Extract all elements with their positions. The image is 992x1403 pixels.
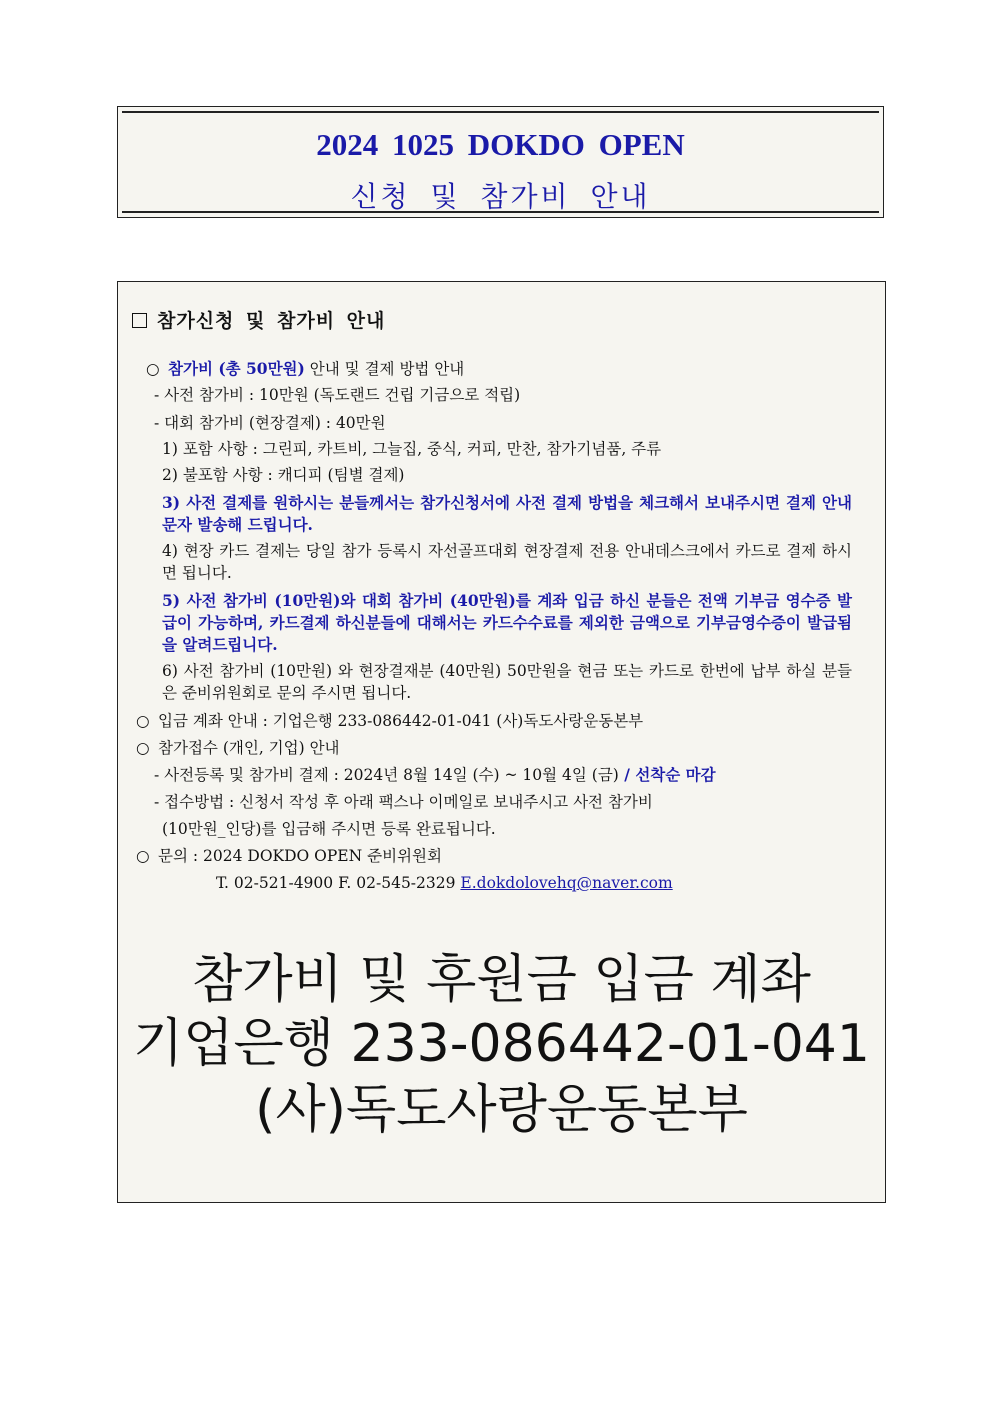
circle-bullet-icon: ○ bbox=[136, 739, 150, 757]
registration-separator: / bbox=[618, 765, 636, 784]
registration-text: - 사전등록 및 참가비 결제 : 2024년 8월 14일 (수) ~ 10월 4일 (금) bbox=[154, 766, 619, 784]
title-box bbox=[117, 106, 884, 218]
page-subtitle: 신청 및 참가비 안내 bbox=[350, 180, 651, 213]
fee-total-label: 참가비 (총 50만원) bbox=[168, 359, 305, 378]
included-items: 1) 포함 사항 : 그린피, 카트비, 그늘집, 중식, 커피, 만찬, 참가기념품, 주류 bbox=[162, 440, 662, 458]
fee-intro bbox=[146, 358, 464, 380]
contact-line bbox=[216, 872, 673, 894]
circle-bullet-icon: ○ bbox=[146, 360, 160, 378]
inquiry bbox=[136, 845, 442, 867]
donation-receipt-note: 5) 사전 참가비 (10만원)와 대회 참가비 (40만원)를 계좌 입금 하신 분들은 전액 기부금 영수증 발급이 가능하며, 카드결제 하신분들에 대해서는 카드수수료를 제외한 금액으로 기부금영수증이 발급됨을 알려드립니다. bbox=[162, 591, 852, 654]
method-line-1: - 접수방법 : 신청서 작성 후 아래 팩스나 이메일로 보내주시고 사전 참가비 bbox=[154, 793, 653, 811]
excluded-items: 2) 불포함 사항 : 캐디피 (팀별 결제) bbox=[162, 466, 405, 484]
account-info-text: 입금 계좌 안내 : 기업은행 233-086442-01-041 (사)독도사랑운동본부 bbox=[158, 712, 644, 730]
email-link[interactable]: E.dokdolovehq@naver.com bbox=[460, 874, 673, 892]
registration-period bbox=[154, 764, 716, 786]
square-bullet-icon bbox=[132, 313, 147, 328]
method-line-2: (10만원_인당)를 입금해 주시면 등록 완료됩니다. bbox=[162, 820, 496, 838]
banner-account-holder: (사)독도사랑운동본부 bbox=[255, 1080, 748, 1140]
prepay-note: 3) 사전 결제를 원하시는 분들께서는 참가신청서에 사전 결제 방법을 체크해서 보내주시면 결제 안내 문자 발송해 드립니다. bbox=[162, 493, 852, 534]
event-fee-line: - 대회 참가비 (현장결제) : 40만원 bbox=[154, 414, 386, 432]
banner-account-number: 기업은행 233-086442-01-041 bbox=[133, 1014, 870, 1074]
notice-box bbox=[117, 281, 886, 1203]
first-come-note: 선착순 마감 bbox=[635, 765, 716, 784]
fee-intro-text: 안내 및 결제 방법 안내 bbox=[304, 360, 465, 378]
reception-info bbox=[136, 737, 340, 759]
reception-text: 참가접수 (개인, 기업) 안내 bbox=[158, 739, 340, 757]
inquiry-text: 문의 : 2024 DOKDO OPEN 준비위원회 bbox=[158, 847, 442, 865]
phone-fax: T. 02-521-4900 F. 02-545-2329 bbox=[216, 874, 461, 892]
circle-bullet-icon: ○ bbox=[136, 712, 150, 730]
page-title: 2024 1025 DOKDO OPEN bbox=[316, 127, 685, 162]
title-frame bbox=[122, 111, 879, 213]
account-info bbox=[136, 710, 643, 732]
pre-fee-line: - 사전 참가비 : 10만원 (독도랜드 건립 기금으로 적립) bbox=[154, 386, 521, 404]
card-payment-note: 4) 현장 카드 결제는 당일 참가 등록시 자선골프대회 현장결제 전용 안내데스크에서 카드로 결제 하시면 됩니다. bbox=[162, 542, 852, 582]
banner-line-1: 참가비 및 후원금 입금 계좌 bbox=[192, 950, 811, 1010]
section-heading-text: 참가신청 및 참가비 안내 bbox=[157, 310, 386, 332]
section-heading bbox=[132, 310, 385, 332]
lump-sum-note: 6) 사전 참가비 (10만원) 와 현장결재분 (40만원) 50만원을 현금 또는 카드로 한번에 납부 하실 분들은 준비위원회로 문의 주시면 됩니다. bbox=[162, 662, 852, 702]
circle-bullet-icon: ○ bbox=[136, 847, 150, 865]
